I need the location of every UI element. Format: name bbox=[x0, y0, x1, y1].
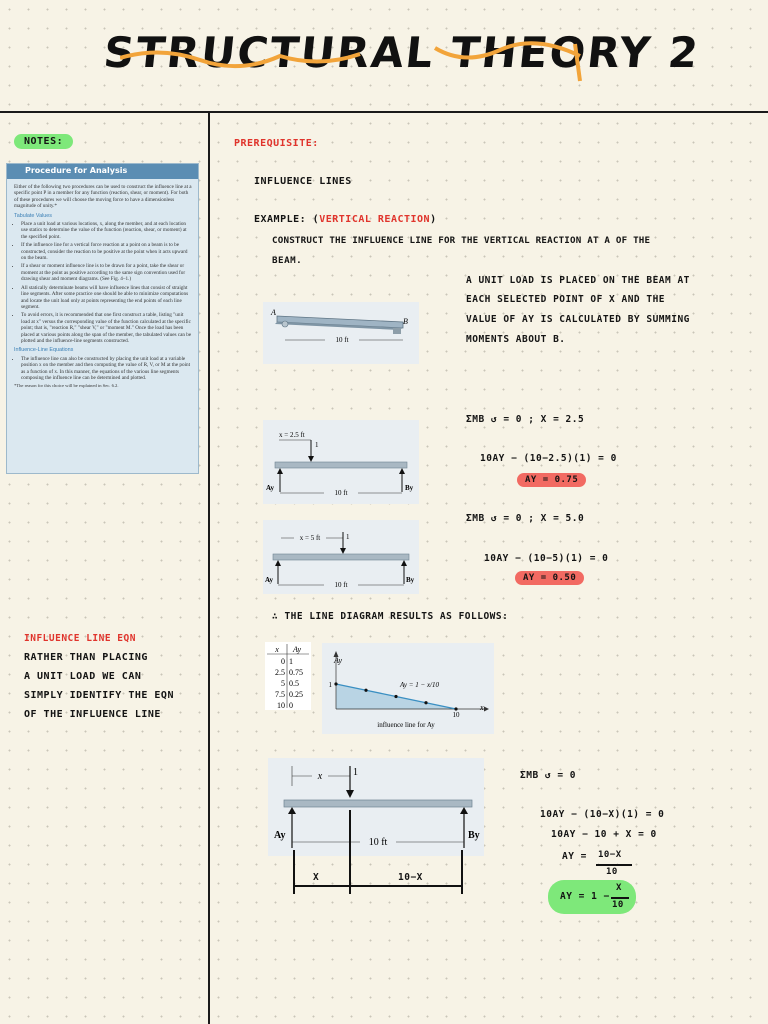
table-cell: 0.5 bbox=[289, 679, 299, 688]
procedure-panel bbox=[6, 163, 199, 474]
load-position-label: x = 2.5 ft bbox=[279, 431, 305, 439]
unit-load-note-line: VALUE OF AY IS CALCULATED BY SUMMING bbox=[466, 314, 690, 325]
procedure-footnote: *The reason for this choice will be explained in Sec. 6.2. bbox=[14, 383, 119, 389]
final-answer-lhs: AY = 1 − bbox=[560, 891, 610, 902]
calc1-equation: 10AY − (10−2.5)(1) = 0 bbox=[480, 453, 617, 464]
influence-eqn-line: OF THE INFLUENCE LINE bbox=[24, 709, 161, 720]
table-cell: 0.75 bbox=[289, 668, 303, 677]
page-title: STRUCTURAL THEORY 2 bbox=[101, 28, 703, 77]
calc2-equation: 10AY − (10−5)(1) = 0 bbox=[484, 553, 609, 564]
data-point bbox=[424, 701, 427, 704]
unit-load-note-line: A UNIT LOAD IS PLACED ON THE BEAM AT bbox=[466, 275, 690, 286]
beam-figure-2 bbox=[263, 420, 419, 504]
title-orange-scribble bbox=[120, 36, 680, 86]
x-label: x bbox=[317, 771, 323, 782]
list-item: • To avoid errors, it is recommended that one first construct a table, listing "unit load at x" versus the corresponding value of the function calculated at the specific point; that is, "reaction R," "shear V," or "moment M." Once the load has been placed at various points along the span of the member, the tabulated values can be plotted and the influence-line segments constructed. bbox=[21, 312, 192, 344]
section-title-tabulate: Tabulate Values bbox=[14, 212, 52, 219]
calc3-equation-3-numerator: 10−X bbox=[598, 850, 622, 860]
unit-load-note-line: MOMENTS ABOUT B. bbox=[466, 334, 566, 345]
ay-label: Ay bbox=[266, 484, 275, 492]
procedure-body bbox=[7, 179, 198, 390]
equations-list bbox=[14, 356, 192, 382]
unit-load-label: 1 bbox=[315, 441, 319, 449]
ay-label: Ay bbox=[265, 576, 274, 584]
table-cell: 10 bbox=[277, 701, 285, 710]
example-heading bbox=[254, 214, 437, 225]
example-line-1: CONSTRUCT THE INFLUENCE LINE FOR THE VERTICAL REACTION AT A OF THE bbox=[272, 235, 651, 246]
data-point bbox=[394, 695, 397, 698]
segment-label-remainder: 10−X bbox=[398, 872, 423, 883]
table-cell: 0 bbox=[289, 701, 293, 710]
y-axis-label: Ay bbox=[334, 656, 342, 665]
beam-figure-3 bbox=[263, 520, 419, 594]
calc3-equation-3-denominator: 10 bbox=[606, 867, 618, 877]
data-point bbox=[334, 682, 337, 685]
influence-eqn-line: SIMPLY IDENTIFY THE EQN bbox=[24, 690, 174, 701]
final-answer bbox=[548, 880, 636, 914]
fraction-bar bbox=[596, 864, 632, 866]
by-label: By bbox=[406, 576, 415, 584]
unit-load-label: 1 bbox=[346, 533, 350, 541]
label-a: A bbox=[271, 308, 276, 317]
chart-caption: influence line for Ay bbox=[377, 721, 435, 729]
data-point bbox=[454, 707, 457, 710]
dimension-lines bbox=[286, 810, 470, 900]
influence-eqn-heading: INFLUENCE LINE EQN bbox=[24, 633, 136, 644]
equation-label: Ay = 1 − x/10 bbox=[400, 681, 439, 689]
list-item: • The influence line can also be constructed by placing the unit load at a variable position x on the member and then computing the value of R, V, or M at the point as a function of x. In this manner, the equations of the various line segments composing the influence line can be determined and plotted. bbox=[21, 356, 192, 382]
span-label: 10 ft bbox=[334, 581, 348, 589]
beam-figure-1 bbox=[263, 302, 419, 364]
table-cell: 0 bbox=[281, 657, 285, 666]
label-b: B bbox=[403, 317, 408, 326]
list-item: • If the influence line for a vertical force reaction at a point on a beam is to be constructed, consider the reaction to be positive at the point when it acts upward on the beam. bbox=[21, 242, 192, 261]
final-answer-denominator: 10 bbox=[612, 900, 624, 910]
section-title-equations: Influence-Line Equations bbox=[14, 347, 74, 354]
fraction-bar bbox=[611, 897, 629, 899]
calc3-condition: ΣMB ↺ = 0 bbox=[520, 770, 576, 781]
span-label: 10 ft bbox=[335, 336, 349, 344]
title-area bbox=[0, 0, 768, 110]
calc3-equation-2: 10AY − 10 + X = 0 bbox=[551, 829, 657, 840]
table-cell: 0.25 bbox=[289, 690, 303, 699]
topic-title: INFLUENCE LINES bbox=[254, 176, 352, 187]
example-highlight: VERTICAL REACTION bbox=[319, 214, 431, 225]
table-header: Ay bbox=[293, 645, 301, 654]
x-axis-label: x bbox=[480, 703, 484, 712]
prerequisite-label: PREREQUISITE: bbox=[234, 138, 319, 149]
ay-label: Ay bbox=[274, 830, 286, 841]
segment-label-x: X bbox=[313, 872, 320, 883]
span-label: 10 ft bbox=[334, 489, 348, 497]
by-label: By bbox=[468, 830, 480, 841]
span-label: 10 ft bbox=[368, 837, 388, 848]
results-line: ∴ THE LINE DIAGRAM RESULTS AS FOLLOWS: bbox=[272, 611, 509, 622]
influence-line-chart bbox=[322, 643, 494, 734]
list-item: • Place a unit load at various locations, x, along the member, and at each location use statics to determine the value of the function (reaction, shear, or moment) at the specified point. bbox=[21, 221, 192, 240]
column-divider bbox=[208, 112, 210, 1024]
calc3-equation-1: 10AY − (10−X)(1) = 0 bbox=[540, 809, 665, 820]
table-cell: 7.5 bbox=[275, 690, 285, 699]
table-cell: 5 bbox=[281, 679, 285, 688]
final-answer-numerator: X bbox=[616, 883, 622, 893]
x-tick-label: 10 bbox=[452, 711, 460, 719]
calc2-condition: ΣMB ↺ = 0 ; X = 5.0 bbox=[466, 513, 585, 524]
calc1-condition: ΣMB ↺ = 0 ; X = 2.5 bbox=[466, 414, 585, 425]
data-point bbox=[364, 689, 367, 692]
table-cell: 1 bbox=[289, 657, 293, 666]
load-position-label: x = 5 ft bbox=[299, 534, 321, 542]
header-divider bbox=[0, 111, 768, 113]
list-item: • All statically determinate beams will have influence lines that consist of straight line segments. After some practice one should be able to minimize computations and locate the unit load only at points representing the end points of each line segment. bbox=[21, 285, 192, 311]
calc1-answer: AY = 0.75 bbox=[517, 473, 586, 487]
values-table bbox=[265, 642, 311, 710]
example-label: EXAMPLE: ( bbox=[254, 214, 320, 225]
table-cell: 2.5 bbox=[275, 668, 285, 677]
table-header: x bbox=[275, 645, 279, 654]
by-label: By bbox=[405, 484, 414, 492]
tabulate-list bbox=[14, 221, 192, 344]
procedure-intro: Either of the following two procedures can be used to construct the influence line at a specific point P in a member for any function (reaction, shear, or moment). For both of these procedures we will choose the moving force to have a dimensionless magnitude of unity.* bbox=[14, 184, 192, 210]
example-close: ) bbox=[430, 214, 437, 225]
unit-load-note-line: EACH SELECTED POINT OF X AND THE bbox=[466, 294, 666, 305]
calc3-equation-3-lhs: AY = bbox=[562, 851, 587, 862]
list-item: • If a shear or moment influence line is to be drawn for a point, take the shear or moment at the point as positive according to the same sign convention used for drawing shear and moment diagrams. (See Fig. 4–1.) bbox=[21, 263, 192, 282]
notes-label: NOTES: bbox=[14, 134, 73, 149]
influence-eqn-line: RATHER THAN PLACING bbox=[24, 652, 148, 663]
example-line-2: BEAM. bbox=[272, 255, 303, 266]
procedure-header: Procedure for Analysis bbox=[7, 164, 198, 179]
calc2-answer: AY = 0.50 bbox=[515, 571, 584, 585]
unit-load-label: 1 bbox=[353, 767, 358, 778]
influence-eqn-line: A UNIT LOAD WE CAN bbox=[24, 671, 142, 682]
y-tick-label: 1 bbox=[328, 681, 332, 689]
